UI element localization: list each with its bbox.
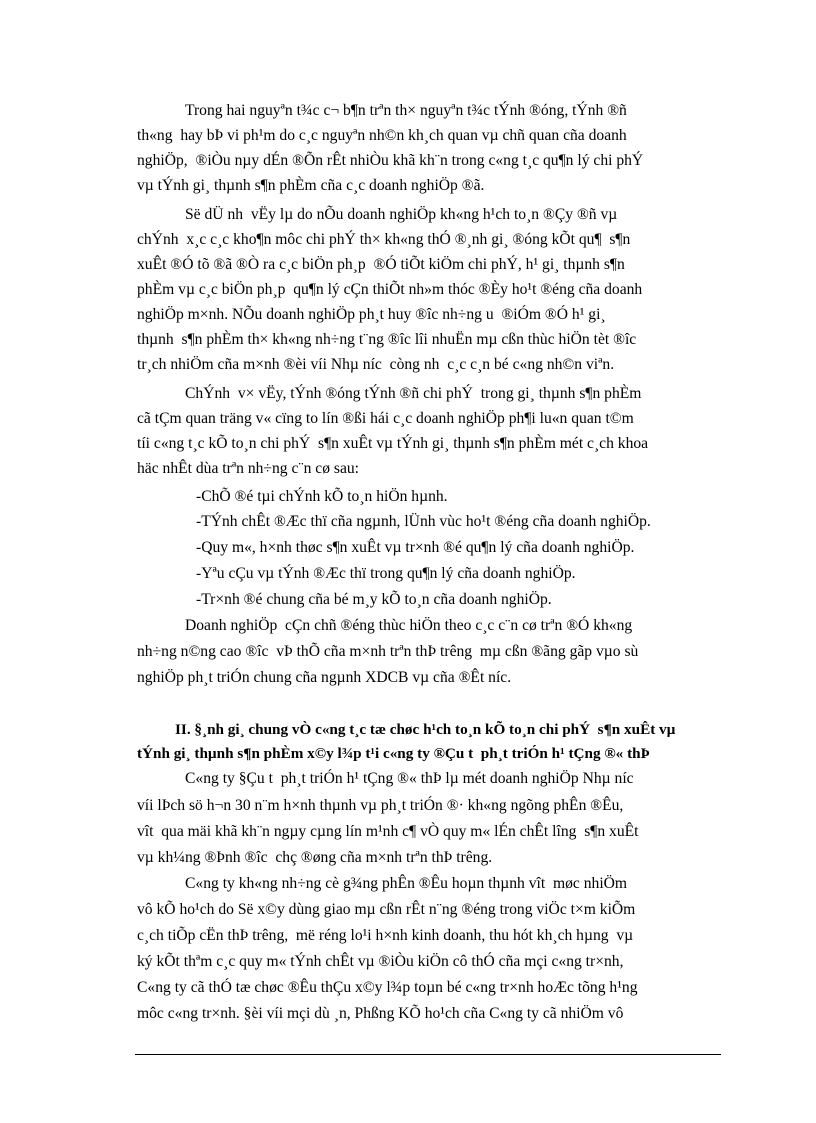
text-line: nghiÖp, ®iÒu nµy dÉn ®Õn rÊt nhiÒu khã kh¨n trong c«ng t¸c qu¶n lý chi phÝ <box>137 152 644 169</box>
section-heading: tÝnh gi¸ thµnh s¶n phÈm x©y l¾p t¹i c«ng ty ®Çu t ph¸t triÓn h¹ tÇng ®« thÞ <box>137 745 650 762</box>
text-line: C«ng ty §Çu t ph¸t triÓn h¹ tÇng ®« thÞ lµ mét doanh nghiÖp Nhµ níc <box>185 770 634 787</box>
text-line: thµnh s¶n phÈm th× kh«ng nh÷ng t¨ng ®îc lîi nhuËn mµ cßn thùc hiÖn tèt ®îc <box>137 331 637 348</box>
text-line: Trong hai nguyªn t¾c c¬ b¶n trªn th× nguyªn t¾c tÝnh ®óng, tÝnh ®ñ <box>185 102 627 119</box>
text-line: xuÊt ®Ó tõ ®ã ®Ò ra c¸c biÖn ph¸p ®Ó tiÕt kiÖm chi phÝ, h¹ gi¸ thµnh s¶n <box>137 256 625 273</box>
section-heading: II. §¸nh gi¸ chung vÒ c«ng t¸c tæ chøc h¹ch to¸n kÕ to¸n chi phÝ s¶n xuÊt vµ <box>175 721 676 738</box>
list-item: -ChÕ ®é tµi chÝnh kÕ to¸n hiÖn hµnh. <box>196 488 448 505</box>
text-line: môc c«ng tr×nh. §èi víi mçi dù ¸n, Phßng KÕ ho¹ch cña C«ng ty cã nhiÖm vô <box>137 1005 624 1022</box>
text-line: c¸ch tiÕp cËn thÞ trêng, më réng lo¹i h×nh kinh doanh, thu hót kh¸ch hµng vµ <box>137 927 634 944</box>
text-line: ChÝnh v× vËy, tÝnh ®óng tÝnh ®ñ chi phÝ trong gi¸ thµnh s¶n phÈm <box>185 385 642 402</box>
list-item: -Quy m«, h×nh thøc s¶n xuÊt vµ tr×nh ®é qu¶n lý cña doanh nghiÖp. <box>196 539 635 556</box>
text-line: chÝnh x¸c c¸c kho¶n môc chi phÝ th× kh«ng thÓ ®¸nh gi¸ ®óng kÕt qu¶ s¶n <box>137 231 631 248</box>
text-line: Së dÜ nh vËy lµ do nÕu doanh nghiÖp kh«ng h¹ch to¸n ®Çy ®ñ vµ <box>185 206 618 223</box>
text-line: vît qua mäi khã kh¨n ngµy cµng lín m¹nh c¶ vÒ quy m« lÉn chÊt lîng s¶n xuÊt <box>137 823 639 840</box>
list-item: -Tr×nh ®é chung cña bé m¸y kÕ to¸n cña doanh nghiÖp. <box>196 591 552 608</box>
list-item: -Yªu cÇu vµ tÝnh ®Æc thï trong qu¶n lý cña doanh nghiÖp. <box>196 565 576 582</box>
text-line: tr¸ch nhiÖm cña m×nh ®èi víi Nhµ níc còng nh c¸c c¸n bé c«ng nh©n viªn. <box>137 356 615 373</box>
text-line: vµ kh¼ng ®Þnh ®îc chç ®øng cña m×nh trªn thÞ trêng. <box>137 849 493 866</box>
text-line: vµ tÝnh gi¸ thµnh s¶n phÈm cña c¸c doanh nghiÖp ®ã. <box>137 177 485 194</box>
text-line: vô kÕ ho¹ch do Së x©y dùng giao mµ cßn rÊt n¨ng ®éng trong viÖc t×m kiÕm <box>137 901 636 918</box>
text-line: tíi c«ng t¸c kÕ to¸n chi phÝ s¶n xuÊt vµ tÝnh gi¸ thµnh s¶n phÈm mét c¸ch khoa <box>137 435 649 452</box>
text-line: ký kÕt thªm c¸c quy m« tÝnh chÊt vµ ®iÒu kiÖn cô thÓ cña mçi c«ng tr×nh, <box>137 953 624 970</box>
text-line: C«ng ty cã thÓ tæ chøc ®Êu thÇu x©y l¾p toµn bé c«ng tr×nh hoÆc tõng h¹ng <box>137 979 638 996</box>
text-line: nh÷ng n©ng cao ®îc vÞ thÕ cña m×nh trªn thÞ trêng mµ cßn ®ãng gãp vµo sù <box>137 643 639 660</box>
text-line: víi lÞch sö h¬n 30 n¨m h×nh thµnh vµ ph¸t triÓn ®· kh«ng ngõng phÊn ®Êu, <box>137 797 624 814</box>
text-line: nghiÖp ph¸t triÓn chung cña ngµnh XDCB vµ cña ®Êt níc. <box>137 669 512 686</box>
text-line: C«ng ty kh«ng nh÷ng cè g¾ng phÊn ®Êu hoµn thµnh vît møc nhiÖm <box>185 875 628 892</box>
list-item: -TÝnh chÊt ®Æc thï cña ngµnh, lÜnh vùc ho¹t ®éng cña doanh nghiÖp. <box>196 513 651 530</box>
text-line: häc nhÊt dùa trªn nh÷ng c¨n cø sau: <box>137 460 360 477</box>
text-line: cã tÇm quan träng v« cïng to lín ®ßi hái c¸c doanh nghiÖp ph¶i lu«n quan t©m <box>137 410 634 427</box>
text-line: phÈm vµ c¸c biÖn ph¸p qu¶n lý cÇn thiÕt nh»m thóc ®Èy ho¹t ®éng cña doanh <box>137 281 643 298</box>
footer-rule <box>135 1054 721 1055</box>
text-line: Doanh nghiÖp cÇn chñ ®éng thùc hiÖn theo c¸c c¨n cø trªn ®Ó kh«ng <box>185 617 633 634</box>
text-line: nghiÖp m×nh. NÕu doanh nghiÖp ph¸t huy ®îc nh÷ng u ®iÓm ®Ó h¹ gi¸ <box>137 306 606 323</box>
text-line: th«ng hay bÞ vi ph¹m do c¸c nguyªn nh©n kh¸ch quan vµ chñ quan cña doanh <box>137 127 627 144</box>
